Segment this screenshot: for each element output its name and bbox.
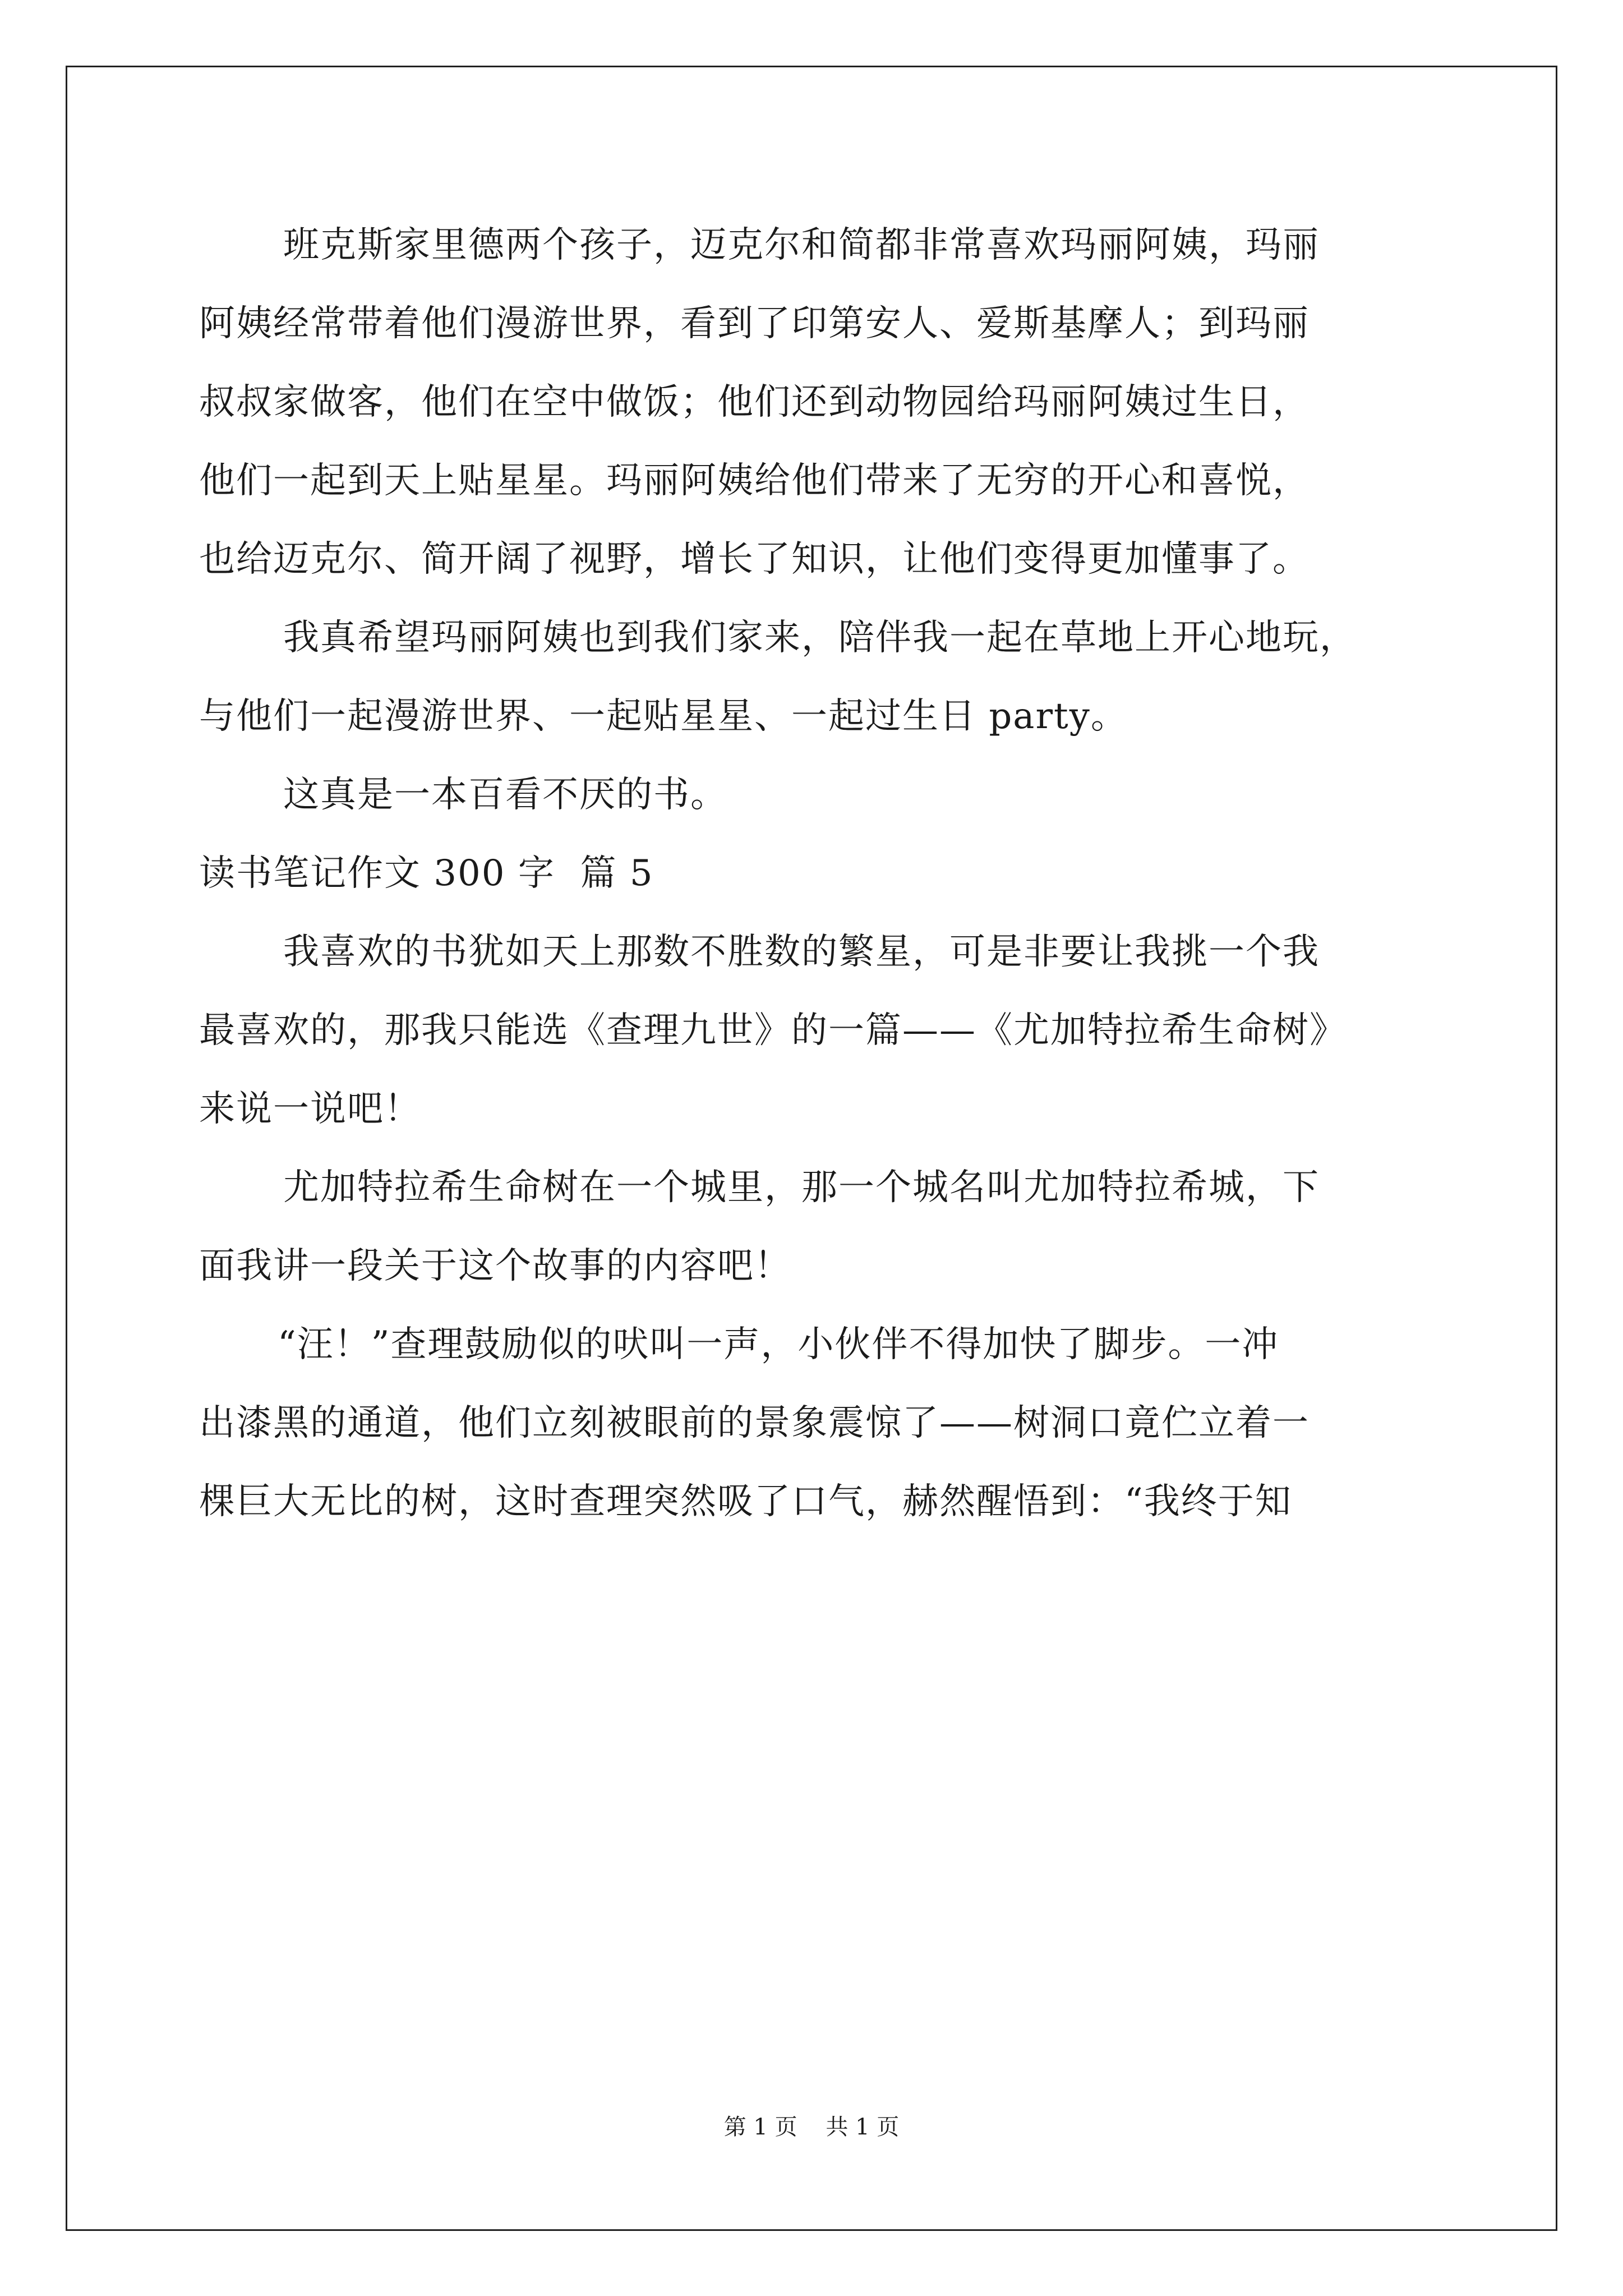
paragraph-6-line-2: 出漆黑的通道，他们立刻被眼前的景象震惊了——树洞口竟伫立着一 — [199, 1402, 1310, 1444]
paragraph-1-line-4: 他们一起到天上贴星星。玛丽阿姨给他们带来了无穷的开心和喜悦， — [199, 460, 1310, 501]
paragraph-2-line-2: 与他们一起漫游世界、一起贴星星、一起过生日 party。 — [199, 696, 1128, 737]
paragraph-2-line-1: 我真希望玛丽阿姨也到我们家来，陪伴我一起在草地上开心地玩， — [283, 617, 1357, 659]
paragraph-4-line-3: 来说一说吧！ — [199, 1088, 421, 1130]
paragraph-1-line-2: 阿姨经常带着他们漫游世界，看到了印第安人、爱斯基摩人；到玛丽 — [199, 303, 1310, 344]
paragraph-6-line-3: 棵巨大无比的树，这时查理突然吸了口气，赫然醒悟到：“我终于知 — [199, 1481, 1292, 1522]
page-footer: 第 1 页 共 1 页 — [723, 2114, 900, 2140]
paragraph-1-line-5: 也给迈克尔、简开阔了视野，增长了知识，让他们变得更加懂事了。 — [199, 539, 1310, 580]
paragraph-4-line-2: 最喜欢的，那我只能选《查理九世》的一篇——《尤加特拉希生命树》 — [199, 1010, 1347, 1051]
section-heading: 读书笔记作文 300 字 篇 5 — [199, 853, 654, 894]
paragraph-4-line-1: 我喜欢的书犹如天上那数不胜数的繁星，可是非要让我挑一个我 — [283, 931, 1320, 973]
paragraph-3-line-1: 这真是一本百看不厌的书。 — [283, 774, 727, 816]
paragraph-5-line-1: 尤加特拉希生命树在一个城里，那一个城名叫尤加特拉希城，下 — [283, 1167, 1320, 1208]
paragraph-1-line-1: 班克斯家里德两个孩子，迈克尔和简都非常喜欢玛丽阿姨，玛丽 — [283, 224, 1320, 266]
paragraph-1-line-3: 叔叔家做客，他们在空中做饭；他们还到动物园给玛丽阿姨过生日， — [199, 381, 1310, 423]
paragraph-5-line-2: 面我讲一段关于这个故事的内容吧！ — [199, 1245, 791, 1287]
paragraph-6-line-1: “汪！”查理鼓励似的吠叫一声，小伙伴不得加快了脚步。一冲 — [278, 1324, 1279, 1365]
